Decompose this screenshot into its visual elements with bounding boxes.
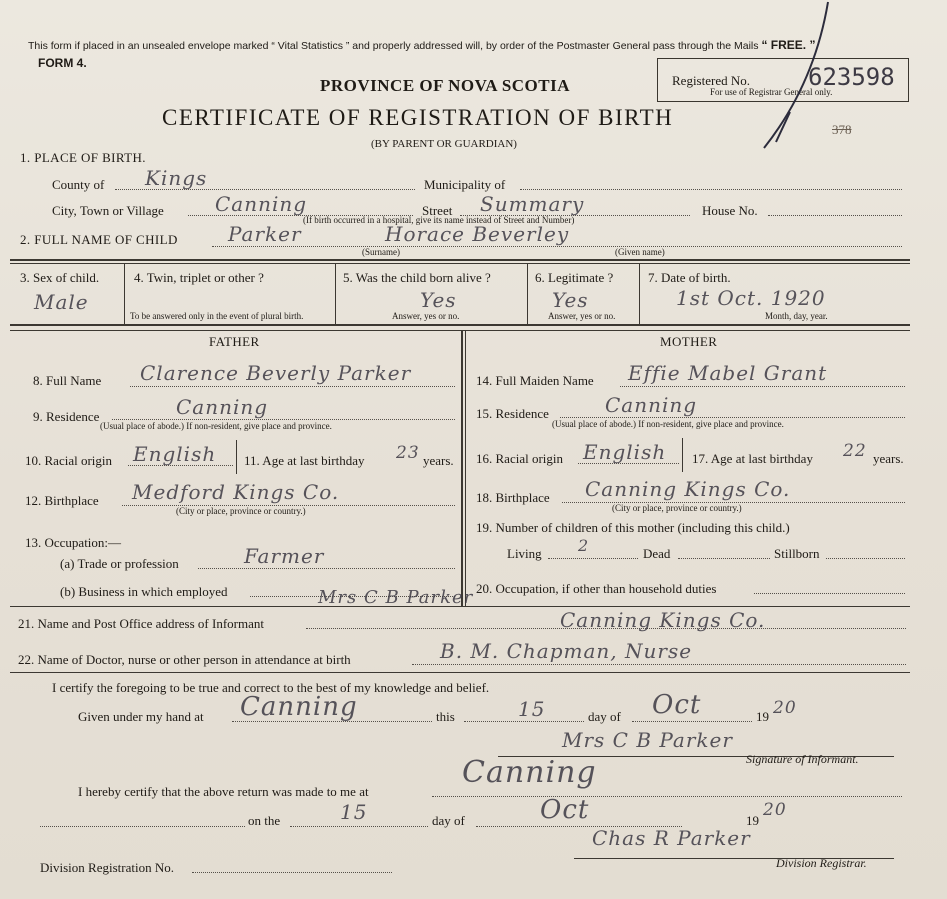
father-name-line bbox=[130, 386, 455, 387]
legit-label: 6. Legitimate ? bbox=[535, 270, 614, 285]
mother-racial-label: 16. Racial origin bbox=[476, 451, 564, 466]
father-age-unit: years. bbox=[423, 453, 454, 468]
child-name-label: 2. FULL NAME OF CHILD bbox=[20, 232, 178, 247]
col-divider-1 bbox=[124, 264, 125, 324]
division-registration-label: Division Registration No. bbox=[40, 860, 174, 875]
twin-note: To be answered only in the event of plural birth. bbox=[130, 311, 304, 321]
mother-name-value: Effie Mabel Grant bbox=[628, 361, 828, 385]
mother-age-value: 22 bbox=[843, 441, 867, 461]
alive-note: Answer, yes or no. bbox=[392, 311, 460, 321]
city-value: Canning bbox=[215, 192, 308, 216]
col-divider-2 bbox=[335, 264, 336, 324]
hospital-note: (If birth occurred in a hospital, give its name instead of Street and Number) bbox=[303, 215, 575, 225]
rule-top-2 bbox=[10, 263, 910, 264]
corner-mark: 378 bbox=[832, 122, 852, 137]
father-racial-label: 10. Racial origin bbox=[25, 453, 113, 468]
cert-month-value: Oct bbox=[652, 690, 702, 720]
registrar-signature: Chas R Parker bbox=[592, 826, 751, 850]
street-label: Street bbox=[422, 203, 453, 218]
father-birthplace-label: 12. Birthplace bbox=[25, 493, 99, 508]
rule-parents bbox=[10, 330, 910, 331]
mother-dead-line bbox=[678, 558, 770, 559]
mother-age-unit: years. bbox=[873, 451, 904, 466]
father-racial-value: English bbox=[133, 442, 217, 466]
house-line bbox=[768, 215, 902, 216]
mother-heading: MOTHER bbox=[660, 334, 718, 349]
mother-residence-value: Canning bbox=[605, 393, 698, 417]
division-registration-line bbox=[192, 872, 392, 873]
house-label: House No. bbox=[702, 203, 758, 218]
informant-address-value: Canning Kings Co. bbox=[560, 608, 766, 632]
registered-number: 623598 bbox=[808, 63, 895, 91]
cert-year-prefix: 19 bbox=[756, 709, 769, 724]
father-birthplace-value: Medford Kings Co. bbox=[132, 480, 340, 504]
dob-value: 1st Oct. 1920 bbox=[676, 286, 826, 310]
sex-value: Male bbox=[34, 290, 89, 314]
registrar-day-line bbox=[290, 826, 428, 827]
pen-stroke bbox=[750, 0, 840, 160]
father-residence-label: 9. Residence bbox=[33, 409, 100, 424]
street-value: Summary bbox=[480, 192, 585, 216]
father-residence-value: Canning bbox=[176, 395, 269, 419]
certificate-title: CERTIFICATE OF REGISTRATION OF BIRTH bbox=[162, 105, 674, 130]
rule-cert bbox=[10, 672, 910, 673]
given-under-label: Given under my hand at bbox=[78, 709, 204, 724]
registrar-year-prefix: 19 bbox=[746, 813, 759, 828]
dob-label: 7. Date of birth. bbox=[648, 270, 731, 285]
cert-day-of-label: day of bbox=[588, 709, 621, 724]
mother-birthplace-note: (City or place, province or country.) bbox=[612, 503, 742, 513]
certificate-subtitle: (BY PARENT OR GUARDIAN) bbox=[371, 138, 517, 150]
father-age-value: 23 bbox=[396, 443, 420, 463]
mother-stillborn-label: Stillborn bbox=[774, 546, 820, 561]
county-label: County of bbox=[52, 177, 105, 192]
registrar-lead-line bbox=[40, 826, 245, 827]
parents-divider bbox=[461, 330, 463, 606]
child-name-line bbox=[212, 246, 902, 247]
registered-note: For use of Registrar General only. bbox=[710, 87, 833, 97]
place-of-birth-heading: 1. PLACE OF BIRTH. bbox=[20, 150, 146, 165]
registrar-place-line bbox=[432, 796, 902, 797]
mother-occupation-line bbox=[754, 593, 905, 594]
given-place-value: Canning bbox=[240, 692, 358, 722]
form-number: FORM 4. bbox=[38, 56, 87, 70]
father-age-label: 11. Age at last birthday bbox=[244, 453, 365, 468]
mother-living-value: 2 bbox=[578, 536, 590, 555]
child-surname: Parker bbox=[228, 222, 302, 246]
province-heading: PROVINCE OF NOVA SCOTIA bbox=[320, 76, 571, 95]
mother-name-line bbox=[620, 386, 905, 387]
mother-residence-line bbox=[560, 417, 905, 418]
father-heading: FATHER bbox=[209, 334, 260, 349]
child-given-name: Horace Beverley bbox=[385, 222, 570, 246]
surname-note: (Surname) bbox=[362, 247, 400, 257]
county-value: Kings bbox=[145, 166, 208, 190]
legit-value: Yes bbox=[552, 288, 589, 312]
certify-text: I certify the foregoing to be true and correct to the best of my knowledge and belief. bbox=[52, 680, 490, 695]
postal-notice-text: This form if placed in an unsealed envelope marked “ Vital Statistics ” and properly addressed will, by order of the Postmaster General pass through the Mails bbox=[28, 40, 759, 52]
registrar-day-value: 15 bbox=[340, 800, 368, 824]
city-label: City, Town or Village bbox=[52, 203, 164, 218]
father-business-label: (b) Business in which employed bbox=[60, 584, 228, 599]
registrar-month-value: Oct bbox=[540, 795, 590, 825]
municipality-line bbox=[520, 189, 902, 190]
rule-mid bbox=[10, 324, 910, 326]
cert-day-value: 15 bbox=[518, 697, 546, 721]
registrar-day-of-label: day of bbox=[432, 813, 465, 828]
father-age-divider bbox=[236, 440, 237, 474]
municipality-label: Municipality of bbox=[424, 177, 506, 192]
col-divider-4 bbox=[639, 264, 640, 324]
registrar-certify-text: I hereby certify that the above return was made to me at bbox=[78, 784, 369, 799]
postal-notice-free: “ FREE. ” bbox=[761, 38, 816, 52]
mother-living-label: Living bbox=[507, 546, 542, 561]
informant-name-value: Mrs C B Parker bbox=[318, 587, 474, 608]
col-divider-3 bbox=[527, 264, 528, 324]
attendant-value: B. M. Chapman, Nurse bbox=[440, 639, 693, 663]
given-name-note: (Given name) bbox=[615, 247, 665, 257]
informant-signature: Mrs C B Parker bbox=[562, 728, 733, 752]
mother-dead-label: Dead bbox=[643, 546, 671, 561]
father-name-label: 8. Full Name bbox=[33, 373, 102, 388]
mother-age-label: 17. Age at last birthday bbox=[692, 451, 813, 466]
attendant-label: 22. Name of Doctor, nurse or other person in attendance at birth bbox=[18, 652, 351, 667]
registrar-on-the-label: on the bbox=[248, 813, 281, 828]
father-trade-value: Farmer bbox=[244, 544, 325, 568]
registrar-year-value: 20 bbox=[763, 800, 787, 820]
cert-year-value: 20 bbox=[773, 698, 797, 718]
mother-name-label: 14. Full Maiden Name bbox=[476, 373, 594, 388]
mother-stillborn-line bbox=[826, 558, 905, 559]
father-trade-label: (a) Trade or profession bbox=[60, 556, 179, 571]
mother-age-divider bbox=[682, 438, 683, 472]
rule-top bbox=[10, 259, 910, 261]
mother-birthplace-label: 18. Birthplace bbox=[476, 490, 550, 505]
mother-residence-note: (Usual place of abode.) If non-resident, give place and province. bbox=[552, 419, 784, 429]
father-occupation-label: 13. Occupation:— bbox=[25, 535, 122, 550]
father-name-value: Clarence Beverly Parker bbox=[140, 361, 412, 385]
father-trade-line bbox=[198, 568, 455, 569]
mother-racial-value: English bbox=[583, 440, 667, 464]
mother-birthplace-value: Canning Kings Co. bbox=[585, 477, 791, 501]
informant-signature-label: Signature of Informant. bbox=[746, 752, 859, 766]
father-residence-line bbox=[112, 419, 455, 420]
mother-living-line bbox=[548, 558, 638, 559]
mother-children-label: 19. Number of children of this mother (including this child.) bbox=[476, 520, 790, 535]
parents-divider-2 bbox=[465, 330, 466, 606]
cert-day-line bbox=[464, 721, 584, 722]
registered-label: Registered No. bbox=[672, 73, 750, 88]
informant-label: 21. Name and Post Office address of Informant bbox=[18, 616, 264, 631]
mother-residence-label: 15. Residence bbox=[476, 406, 549, 421]
father-residence-note: (Usual place of abode.) If non-resident, give place and province. bbox=[100, 421, 332, 431]
alive-value: Yes bbox=[420, 288, 457, 312]
cert-month-line bbox=[632, 721, 752, 722]
this-label: this bbox=[436, 709, 455, 724]
legit-note: Answer, yes or no. bbox=[548, 311, 616, 321]
registrar-place-value: Canning bbox=[462, 755, 597, 790]
attendant-line bbox=[412, 664, 906, 665]
dob-note: Month, day, year. bbox=[765, 311, 828, 321]
mother-occupation-label: 20. Occupation, if other than household duties bbox=[476, 581, 717, 596]
registrar-signature-label: Division Registrar. bbox=[776, 856, 867, 870]
sex-label: 3. Sex of child. bbox=[20, 270, 100, 285]
twin-label: 4. Twin, triplet or other ? bbox=[134, 270, 264, 285]
postal-notice bbox=[28, 38, 815, 52]
alive-label: 5. Was the child born alive ? bbox=[343, 270, 491, 285]
father-birthplace-note: (City or place, province or country.) bbox=[176, 506, 306, 516]
